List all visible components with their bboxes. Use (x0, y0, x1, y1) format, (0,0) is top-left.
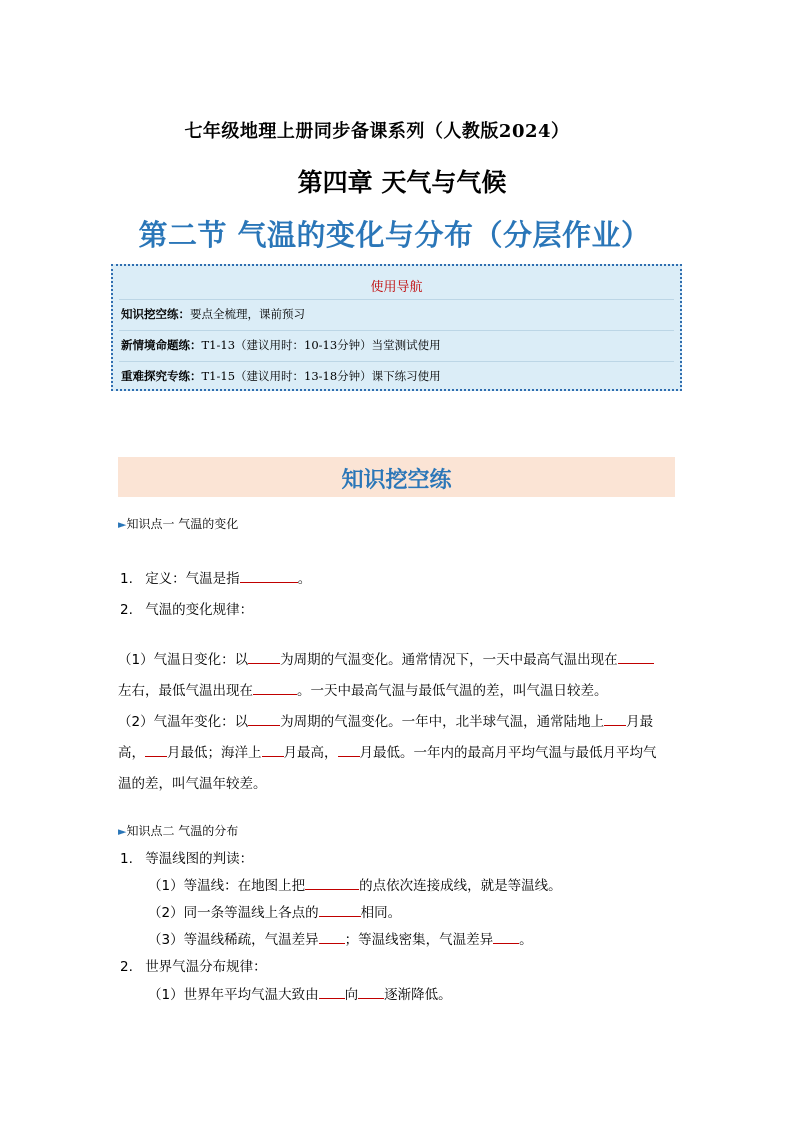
question-number: 2. (120, 602, 133, 618)
navigation-row-text: T1-13（建议用时：10-13分钟）当堂测试使用 (201, 338, 441, 352)
text: 为周期的气温变化。通常情况下，一天中最高气温出现在 (280, 652, 618, 668)
navigation-row-text: 要点全梳理，课前预习 (190, 307, 305, 321)
question-number: 2. (120, 959, 133, 975)
answer-blank[interactable] (358, 984, 384, 999)
answer-blank[interactable] (240, 568, 298, 583)
text: 月最 (626, 714, 654, 730)
answer-blank[interactable] (248, 711, 280, 726)
navigation-row (119, 330, 674, 359)
answer-blank[interactable] (305, 875, 359, 890)
section-title: 第二节 气温的变化与分布（分层作业） (138, 218, 651, 252)
question-text: 等温线图的判读： (145, 851, 254, 867)
answer-blank[interactable] (493, 929, 519, 944)
daily-variation-line-1 (118, 648, 654, 668)
chapter-title: 第四章 天气与气候 (297, 168, 507, 197)
question-1-definition (120, 567, 311, 587)
text: （3）等温线稀疏，气温差异 (148, 932, 319, 948)
navigation-row-text: T1-15（建议用时：13-18分钟）课下练习使用 (201, 369, 441, 383)
answer-blank[interactable] (319, 929, 345, 944)
knowledge-point-2-heading (118, 822, 238, 839)
answer-blank[interactable] (253, 680, 297, 695)
text: （2）同一条等温线上各点的 (148, 905, 319, 921)
answer-blank[interactable] (262, 742, 284, 757)
isotherm-item-2 (148, 901, 401, 921)
annual-variation-line-1 (118, 710, 653, 730)
text: 温的差，叫气温年较差。 (118, 776, 267, 792)
text: 月最高， (283, 745, 338, 761)
triangle-marker-icon: ► (118, 518, 127, 531)
text: （1）世界年平均气温大致由 (148, 987, 319, 1003)
navigation-title: 使用导航 (370, 280, 423, 295)
question-number: 1. (120, 851, 133, 867)
navigation-row-label: 新情境命题练： (121, 338, 202, 352)
text: 向 (344, 987, 359, 1003)
text: 的点依次连接成线，就是等温线。 (359, 878, 562, 894)
answer-blank[interactable] (338, 742, 360, 757)
isotherm-item-3 (148, 928, 533, 948)
navigation-row-label: 知识挖空练： (121, 307, 190, 321)
question-text: 气温的变化规律： (145, 602, 254, 618)
daily-variation-line-2 (118, 679, 608, 699)
answer-blank[interactable] (319, 984, 345, 999)
series-title: 七年级地理上册同步备课系列（人教版2024） (184, 121, 570, 142)
text: 逐渐降低。 (384, 987, 452, 1003)
answer-blank[interactable] (604, 711, 626, 726)
text: （1）等温线：在地图上把 (148, 878, 306, 894)
answer-blank[interactable] (319, 902, 361, 917)
question-text: 世界气温分布规律： (145, 959, 267, 975)
distribution-item-1 (148, 983, 452, 1003)
annual-variation-line-3 (118, 772, 267, 792)
navigation-row-label: 重难探究专练： (121, 369, 202, 383)
question-2-rules (120, 598, 253, 618)
text: 月最低；海洋上 (167, 745, 262, 761)
text: 左右，最低气温出现在 (118, 683, 253, 699)
text: 。 (519, 932, 533, 948)
usage-navigation-box (111, 264, 682, 391)
question-1-isotherm (120, 847, 253, 867)
knowledge-point-1-title: 知识点一 气温的变化 (126, 517, 239, 531)
banner-title: 知识挖空练 (341, 468, 452, 493)
text: （2）气温年变化：以 (118, 714, 249, 730)
text: 为周期的气温变化。一年中，北半球气温，通常陆地上 (280, 714, 605, 730)
text: 相同。 (360, 905, 402, 921)
text: 。一天中最高气温与最低气温的差，叫气温日较差。 (297, 683, 608, 699)
question-text: 定义：气温是指 (145, 571, 240, 587)
answer-blank[interactable] (248, 649, 280, 664)
navigation-row (119, 299, 674, 328)
question-number: 1. (120, 571, 133, 587)
knowledge-point-1-heading (118, 515, 238, 532)
text: 月最低。一年内的最高月平均气温与最低月平均气 (359, 745, 657, 761)
question-2-world-distribution (120, 955, 267, 975)
text: 高， (118, 745, 145, 761)
knowledge-point-2-title: 知识点二 气温的分布 (126, 824, 239, 838)
text: （1）气温日变化：以 (118, 652, 249, 668)
question-text: 。 (297, 571, 312, 587)
answer-blank[interactable] (145, 742, 167, 757)
isotherm-item-1 (148, 874, 562, 894)
navigation-row (119, 361, 674, 390)
answer-blank[interactable] (618, 649, 654, 664)
triangle-marker-icon: ► (118, 825, 127, 838)
text: ；等温线密集，气温差异 (344, 932, 494, 948)
annual-variation-line-2 (118, 741, 657, 761)
section-banner (118, 457, 675, 497)
